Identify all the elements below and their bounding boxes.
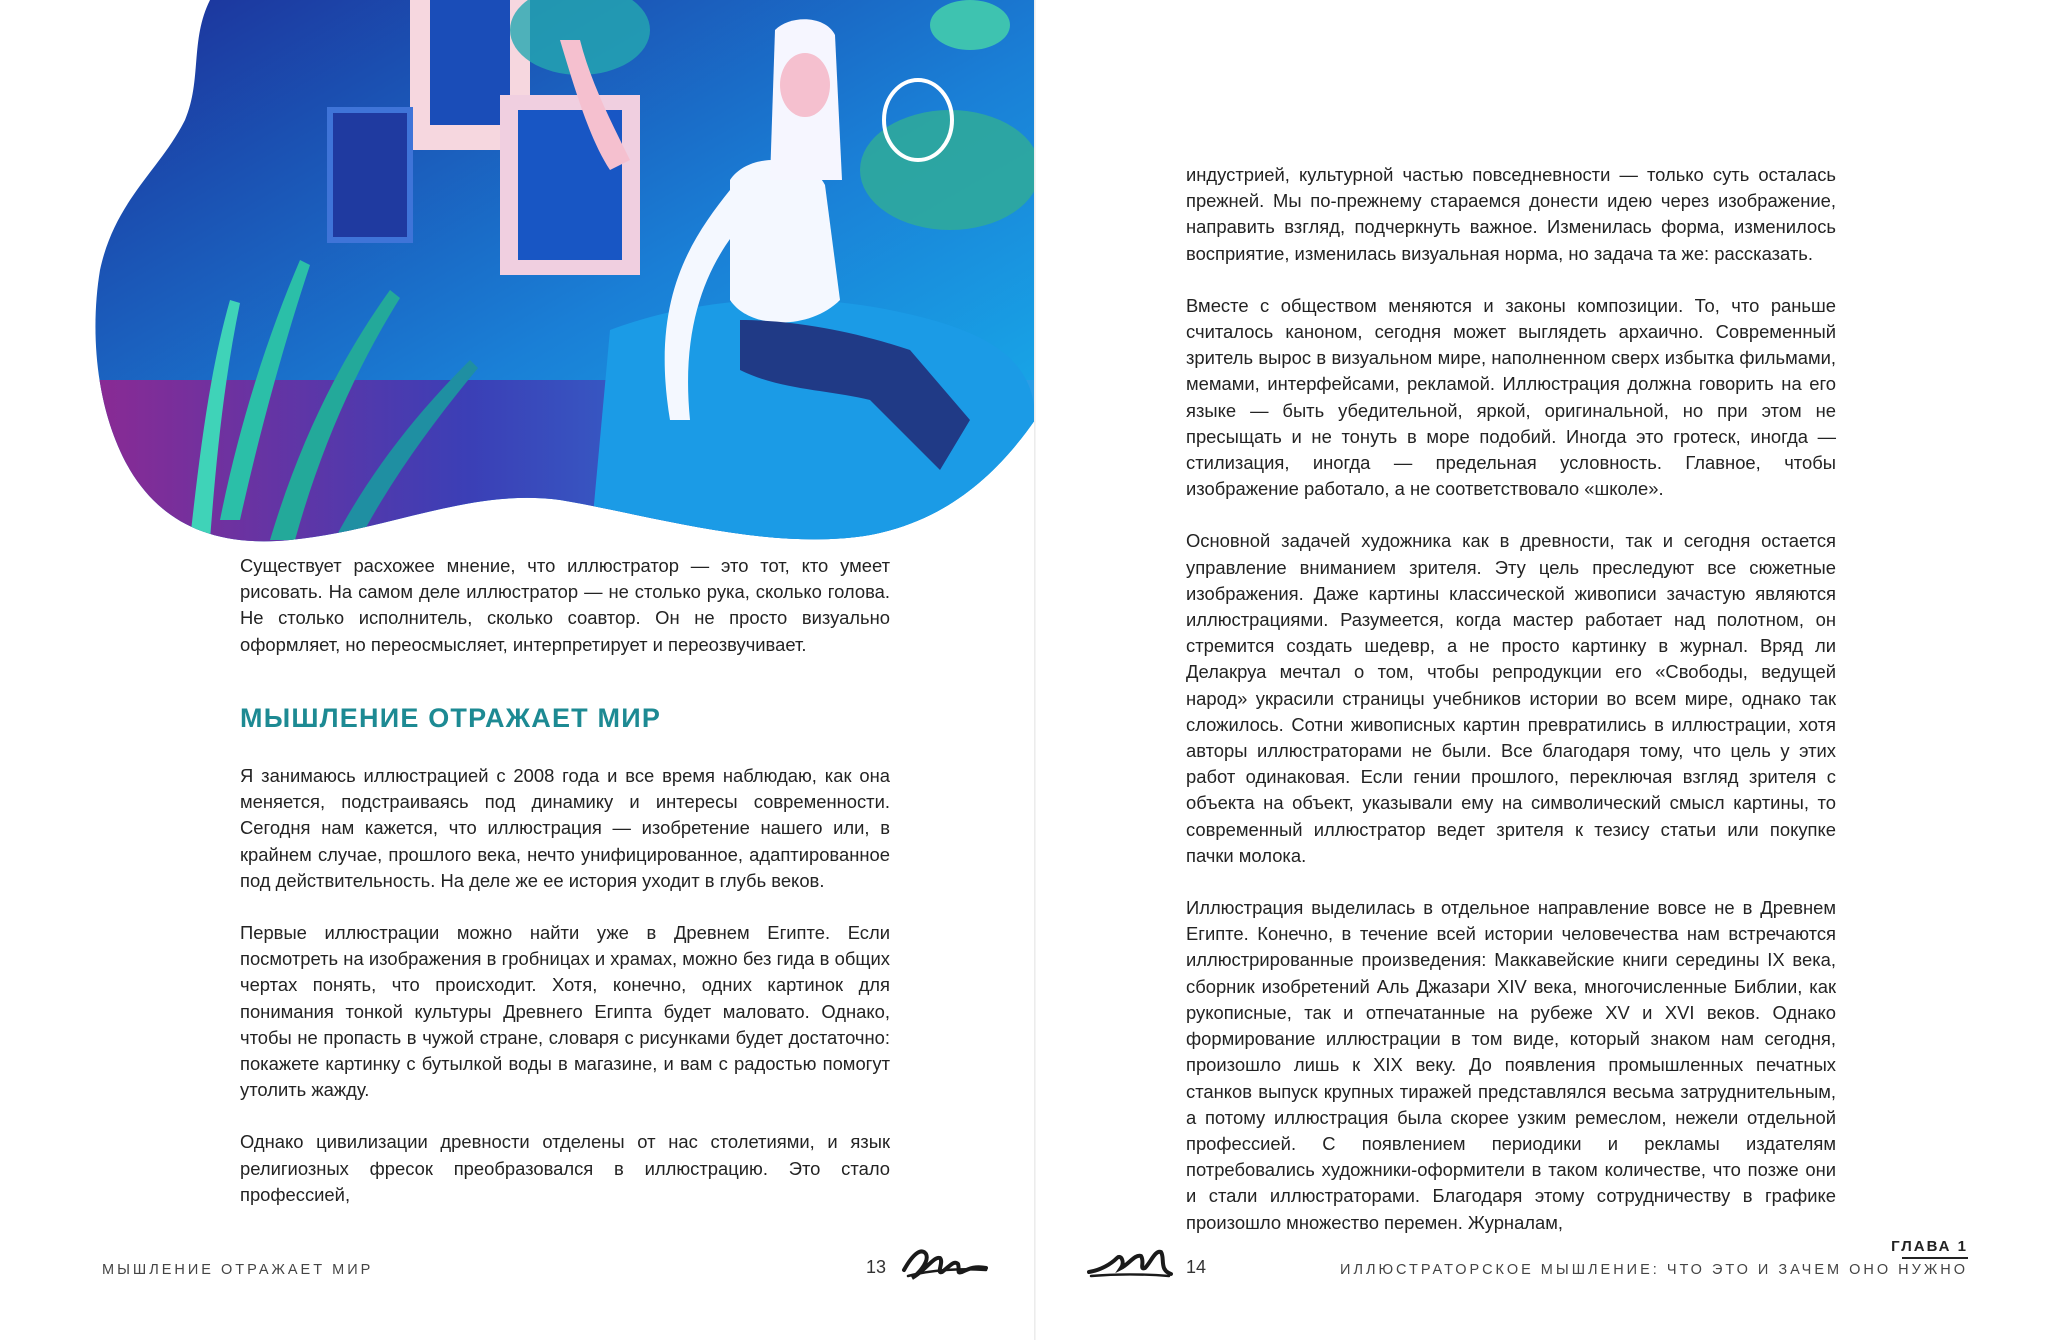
running-footer-title: МЫШЛЕНИЕ ОТРАЖАЕТ МИР <box>102 1262 374 1278</box>
paragraph: Я занимаюсь иллюстрацией с 2008 года и все время наблюдаю, как она меняется, подстраиваясь под динамику и интересы современности. Сегодня нам кажется, что иллюстрация — изобретение нашего или, в крайнем случае, прошлого века, нечто унифицированное, адаптированное под действительность. На деле же ее история уходит в глубь веков. <box>240 765 890 891</box>
paragraph: Основной задачей художника как в древности, так и сегодня остается управление вниманием зрителя. Эту цель преследуют все сюжетные изображения. Даже картины классической живописи зачастую являются иллюстрациями. Разумеется, когда мастер работает над полотном, он стремится создать шедевр, а не просто картинку в журнал. Вряд ли Делакруа мечтал о том, чтобы репродукции его «Свободы, ведущей народ» украсили страницы учебников истории во всем мире, однако так сложилось. Сотни живописных картин превратились в иллюстрации, хотя авторы иллюстраторами не были. Все благодаря тому, что цель у этих работ одинаковая. Если гении прошлого, переключая взгляд зрителя с объекта на объект, указывали ему на символический смысл картины, то современный иллюстратор ведет зрителя к тезису статьи или покупке пачки молока. <box>1186 530 1836 866</box>
chapter-label: ГЛАВА 1 <box>1891 1238 1968 1255</box>
page-number: 13 <box>866 1257 887 1277</box>
paragraph: Однако цивилизации древности отделены от нас столетиями, и язык религиозных фресок преобразовался в иллюстрацию. Это стало профессией, <box>240 1131 890 1205</box>
paragraph: Вместе с обществом меняются и законы композиции. То, что раньше считалось каноном, сегодня может выглядеть архаично. Современный зритель вырос в визуальном мире, наполненном сверх избытка фильмами, мемами, интерфейсами, рекламой. Иллюстрация должна говорить на его языке — быть убедительной, яркой, оригинальной, но при этом не пресыщать и не тонуть в море подобий. Иногда это гротеск, иногда — стилизация, иногда — предельная условность. Главное, чтобы изображение работало, а не соответствовало «школе». <box>1186 294 1836 500</box>
paragraph: Первые иллюстрации можно найти уже в Древнем Египте. Если посмотреть на изображения в гробницах и храмах, можно без гида в общих чертах понять, что происходит. Хотя, конечно, одних картинок для понимания тонкой культуры Древнего Египта будет маловато. Однако, чтобы не пропасть в чужой стране, словаря с рисунками будет достаточно: покажете картинку с бутылкой воды в магазине, и вам с радостью помогут утолить жажду. <box>240 922 890 1101</box>
paragraph: индустрией, культурной частью повседневности — только суть осталась прежней. Мы по-прежнему стараемся донести идею через изображение, направить взгляд, подчеркнуть важное. Изменилась форма, изменилось восприятие, изменилась визуальная норма, но задача та же: рассказать. <box>1186 164 1836 264</box>
page-number: 14 <box>1186 1257 1207 1277</box>
intro-paragraph <box>240 553 890 684</box>
woman-illustration <box>90 0 1035 548</box>
paragraph: Иллюстрация выделилась в отдельное направление вовсе не в Древнем Египте. Конечно, в течение всей истории человечества нам встречаются иллюстрированные произведения: Маккавейские книги середины IX века, сборник изобретений Аль Джазари XIV века, многочисленные Библии, как рукописные, так и отпечатанные на рубеже XV и XVI веков. Однако формирование иллюстрации в том виде, который знаком нам сегодня, произошло лишь к XIX веку. До появления промышленных печатных станков выпуск крупных тиражей представлялся весьма затруднительным, а потому иллюстрация была скорее узким ремеслом, нежели отдельной профессией. С появлением периодики и рекламы издателям потребовались художники-оформители в таком количестве, что позже они и стали иллюстраторами. Благодаря этому сотрудничеству в графике произошло множество перемен. Журналам, <box>1186 897 1836 1233</box>
chapter-title: ИЛЛЮСТРАТОРСКОЕ МЫШЛЕНИЕ: ЧТО ЭТО И ЗАЧЕМ ОНО НУЖНО <box>1340 1262 1968 1278</box>
intro-text: Существует расхожее мнение, что иллюстратор — это тот, кто умеет рисовать. На самом деле иллюстратор — не столько рука, сколько голова. Не столько исполнитель, сколько соавтор. Он не просто визуально оформляет, но переосмысляет, интерпретирует и переозвучивает. <box>240 555 890 655</box>
right-body-text <box>1186 162 1836 1262</box>
signature-mark-icon <box>900 1240 990 1286</box>
right-page <box>1036 0 2056 1340</box>
section-heading: МЫШЛЕНИЕ ОТРАЖАЕТ МИР <box>240 703 662 733</box>
left-body-text <box>240 763 890 1234</box>
chapter-underline <box>1902 1257 1968 1259</box>
signature-mark-icon <box>1085 1240 1175 1286</box>
